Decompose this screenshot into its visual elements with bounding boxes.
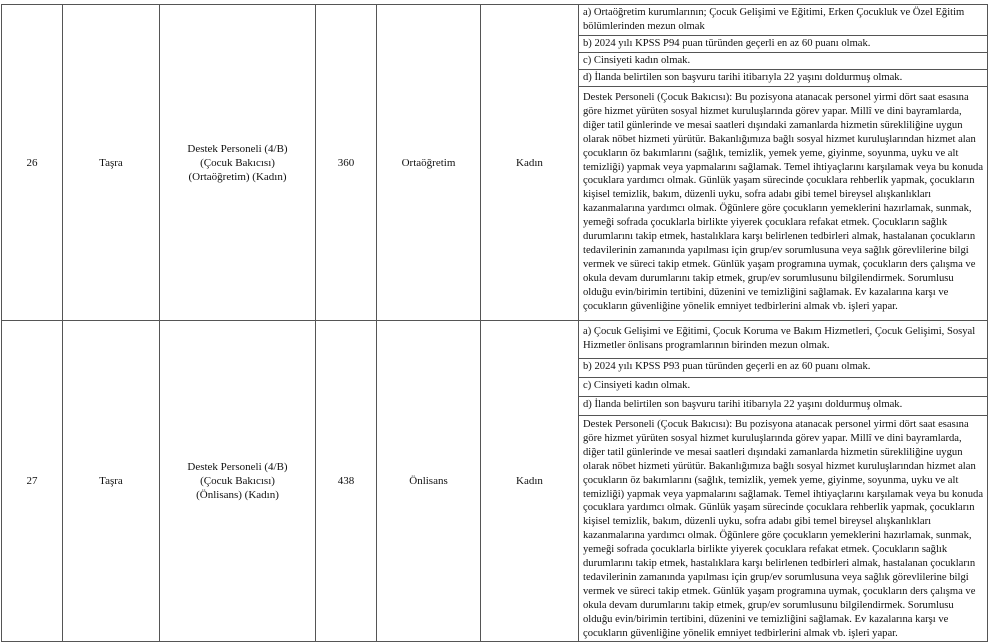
location-cell: Taşra <box>63 5 160 321</box>
position-line: (Ortaöğretim) (Kadın) <box>188 170 287 183</box>
requirement-a: a) Çocuk Gelişimi ve Eğitimi, Çocuk Koruma ve Bakım Hizmetleri, Çocuk Gelişimi, Sosyal Hizmetler önlisans programlarının birinden mezun olmak. <box>579 321 988 359</box>
row-number: 27 <box>2 321 63 642</box>
location-cell: Taşra <box>63 321 160 642</box>
position-line: (Çocuk Bakıcısı) <box>200 156 275 169</box>
requirement-d: d) İlanda belirtilen son başvuru tarihi itibarıyla 22 yaşını doldurmuş olmak. <box>579 70 988 87</box>
position-count: 438 <box>316 321 377 642</box>
education-level: Önlisans <box>377 321 481 642</box>
position-line: Destek Personeli (4/B) <box>187 142 288 155</box>
position-count: 360 <box>316 5 377 321</box>
position-line: (Önlisans) (Kadın) <box>196 488 279 501</box>
position-line: (Çocuk Bakıcısı) <box>200 474 275 487</box>
requirement-b: b) 2024 yılı KPSS P93 puan türünden geçerli en az 60 puanı olmak. <box>579 359 988 378</box>
position-title-cell <box>160 5 316 321</box>
table-row <box>2 321 988 359</box>
requirement-b: b) 2024 yılı KPSS P94 puan türünden geçerli en az 60 puanı olmak. <box>579 36 988 53</box>
requirement-a: a) Ortaöğretim kurumlarının; Çocuk Gelişimi ve Eğitimi, Erken Çocukluk ve Özel Eğitim bölümlerinden mezun olmak <box>579 5 988 36</box>
requirement-c: c) Cinsiyeti kadın olmak. <box>579 378 988 397</box>
gender-cell: Kadın <box>481 5 579 321</box>
table-row <box>2 5 988 36</box>
requirement-c: c) Cinsiyeti kadın olmak. <box>579 53 988 70</box>
position-line: Destek Personeli (4/B) <box>187 460 288 473</box>
requirement-d: d) İlanda belirtilen son başvuru tarihi itibarıyla 22 yaşını doldurmuş olmak. <box>579 397 988 416</box>
education-level: Ortaöğretim <box>377 5 481 321</box>
job-description: Destek Personeli (Çocuk Bakıcısı): Bu pozisyona atanacak personel yirmi dört saat esasına göre hizmet yürüten sosyal hizmet kuruluşlarında görev yapar. Millî ve dini bayramlarda, diğer tatil günlerinde ve mesai saatleri dışındaki zamanlarda hizmetin sürekliliğine uygun olarak nöbet hizmeti yürütür. Bakanlığımıza bağlı sosyal hizmet kuruluşlarından hizmet alan çocukların öz bakımlarını (sağlık, temizlik, yemek yeme, giyinme, soyunma, uyku ve alt temizliği) yapmak veya yapmalarını sağlamak. Temel ihtiyaçlarını karşılamak veya bu konuda çocuklara yardımcı olmak. Günlük yaşam sürecinde çocuklara rehberlik yapmak, çocukların kişisel temizlik, bakım, düzenli uyku, sofra adabı gibi temel bireysel alışkanlıkları kazanmalarına yardımcı olmak. Öğünlere göre çocukların yemeklerini hazırlamak, sunmak, yemeği sofrada çocuklarla birlikte yiyerek çocuklara refakat etmek. Çocukların sağlık durumlarını takip etmek, hastalıklara karşı belirlenen tedbirleri almak, hastalanan çocukların tedavilerinin zamanında yapılması için grup/ev sorumlusuna veya sağlık görevlilerine bilgi vermek ve süreci takip etmek. Günlük yaşam programına uymak, çocukların ders çalışma ve okula devam durumlarını takip etmek, grup/ev sorumlusunu bilgilendirmek. Sorumlusu olduğu evin/birimin tertibini, düzenini ve temizliğini sağlamak. Ev kazalarına karşı ve çocukların güvenliğine yönelik emniyet tedbirlerini almak vb. işleri yapar. <box>579 87 988 321</box>
row-number: 26 <box>2 5 63 321</box>
position-title-cell <box>160 321 316 642</box>
positions-table <box>1 4 988 642</box>
gender-cell: Kadın <box>481 321 579 642</box>
job-description: Destek Personeli (Çocuk Bakıcısı): Bu pozisyona atanacak personel yirmi dört saat esasına göre hizmet yürüten sosyal hizmet kuruluşlarında görev yapar. Millî ve dini bayramlarda, diğer tatil günlerinde ve mesai saatleri dışındaki zamanlarda hizmetin sürekliliğine uygun olarak nöbet hizmeti yürütür. Bakanlığımıza bağlı sosyal hizmet kuruluşlarından hizmet alan çocukların öz bakımlarını (sağlık, temizlik, yemek yeme, giyinme, soyunma, uyku ve alt temizliği) yapmak veya yapmalarını sağlamak. Temel ihtiyaçlarını karşılamak veya bu konuda çocuklara yardımcı olmak. Günlük yaşam sürecinde çocuklara rehberlik yapmak, çocukların kişisel temizlik, bakım, düzenli uyku, sofra adabı gibi temel bireysel alışkanlıkları kazanmalarına yardımcı olmak. Öğünlere göre çocukların yemeklerini hazırlamak, sunmak, yemeği sofrada çocuklarla birlikte yiyerek çocuklara refakat etmek. Çocukların sağlık durumlarını takip etmek, hastalıklara karşı belirlenen tedbirleri almak, hastalanan çocukların tedavilerinin zamanında yapılması için grup/ev sorumlusuna veya sağlık görevlilerine bilgi vermek ve süreci takip etmek. Günlük yaşam programına uymak, çocukların ders çalışma ve okula devam durumlarını takip etmek, grup/ev sorumlusunu bilgilendirmek. Sorumlusu olduğu evin/birimin tertibini, düzenini ve temizliğini sağlamak. Ev kazalarına karşı ve çocukların güvenliğine yönelik emniyet tedbirlerini almak vb. işleri yapar. <box>579 416 988 642</box>
